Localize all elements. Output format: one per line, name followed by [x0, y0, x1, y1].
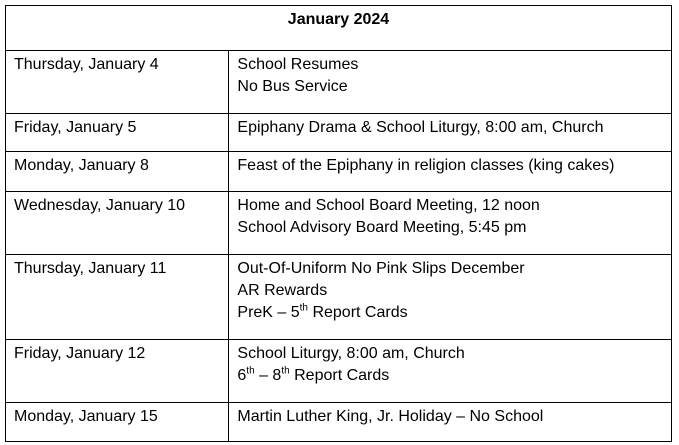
report-cards-line	[237, 302, 663, 324]
date-cell: Thursday, January 4	[6, 51, 229, 114]
date-cell: Friday, January 5	[6, 114, 229, 152]
table-row	[6, 51, 672, 114]
events-cell	[229, 403, 672, 442]
date-cell: Wednesday, January 10	[6, 192, 229, 255]
event-line: School Liturgy, 8:00 am, Church	[237, 345, 465, 362]
events-cell	[229, 255, 672, 340]
table-row	[6, 192, 672, 255]
report-cards-suffix: Report Cards	[289, 367, 390, 384]
ordinal-suffix: th	[246, 365, 255, 377]
calendar-table	[5, 5, 672, 442]
events-cell	[229, 192, 672, 255]
grade-start: 6	[237, 367, 247, 384]
ordinal-suffix: th	[281, 365, 290, 377]
report-cards-suffix: Report Cards	[308, 304, 408, 321]
table-row	[6, 114, 672, 152]
ordinal-suffix: th	[299, 302, 308, 314]
events-cell	[229, 340, 672, 403]
table-row	[6, 403, 672, 442]
event-line: Feast of the Epiphany in religion classes (king cakes)	[237, 157, 615, 174]
event-line: School Resumes	[237, 56, 359, 73]
events-cell	[229, 152, 672, 192]
event-line: Epiphany Drama & School Liturgy, 8:00 am, Church	[237, 119, 604, 136]
date-cell: Thursday, January 11	[6, 255, 229, 340]
grade-range-end: – 8	[254, 367, 282, 384]
event-line: AR Rewards	[237, 282, 328, 299]
events-cell	[229, 114, 672, 152]
report-cards-line	[237, 365, 663, 387]
table-row	[6, 152, 672, 192]
events-cell	[229, 51, 672, 114]
report-cards-prefix: PreK – 5	[237, 304, 300, 321]
table-row	[6, 340, 672, 403]
table-row	[6, 255, 672, 340]
event-line: Home and School Board Meeting, 12 noon	[237, 197, 540, 214]
event-line: No Bus Service	[237, 78, 348, 95]
event-line: Out-Of-Uniform No Pink Slips December	[237, 260, 525, 277]
event-line: School Advisory Board Meeting, 5:45 pm	[237, 219, 527, 236]
calendar-title: January 2024	[6, 6, 672, 51]
title-row	[6, 6, 672, 51]
date-cell: Monday, January 15	[6, 403, 229, 442]
date-cell: Friday, January 12	[6, 340, 229, 403]
event-line: Martin Luther King, Jr. Holiday – No School	[237, 408, 544, 425]
date-cell: Monday, January 8	[6, 152, 229, 192]
